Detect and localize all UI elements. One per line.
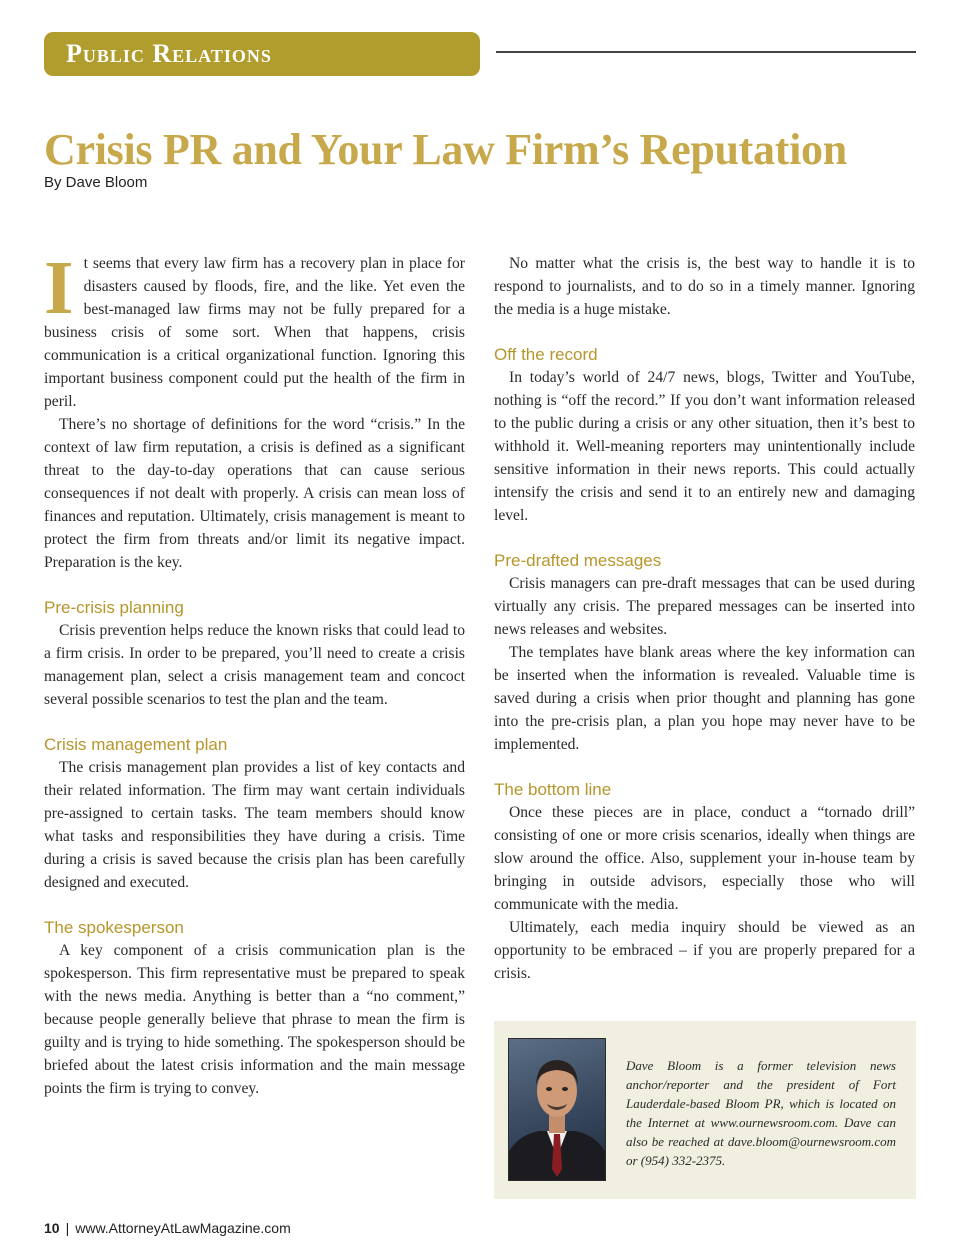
author-portrait-icon: [509, 1039, 605, 1180]
heading-pre-crisis-planning: Pre-crisis planning: [44, 598, 184, 617]
paragraph-bottom-line-1: Once these pieces are in place, conduct a “tornado drill” consisting of one or more crisis scenarios, ideally when things are slow around the office. Also, supplement your in-house team by bringing in outside advisors, especially those who will communicate with the media.: [494, 804, 915, 913]
drop-cap: I: [44, 246, 74, 330]
intro-paragraph: [44, 246, 465, 413]
page-number: 10: [44, 1220, 60, 1236]
section-label: Public Relations: [66, 39, 272, 68]
left-column: [44, 246, 465, 1100]
paragraph-off-the-record: In today’s world of 24/7 news, blogs, Twitter and YouTube, nothing is “off the record.” If you don’t want information released to the public during a crisis or any other situation, then it’s best to withhold it. Well-meaning reporters may unintentionally include sensitive information in their news reports. This could actually intensify the crisis and send it to an entirely new and damaging level.: [494, 369, 915, 524]
heading-spokesperson: The spokesperson: [44, 918, 184, 937]
section-tab: [44, 32, 480, 76]
intro-paragraph-right: No matter what the crisis is, the best way to handle it is to respond to journalists, and to do so in a timely manner. Ignoring the media is a huge mistake.: [494, 255, 915, 318]
paragraph-crisis-management-plan: The crisis management plan provides a list of key contacts and their related information. The firm may want certain individuals pre-assigned to certain tasks. The team members should know what tasks and responsibilities they have during a crisis. Time during a crisis is saved because the crisis plan has been carefully designed and executed.: [44, 759, 465, 891]
heading-bottom-line: The bottom line: [494, 780, 612, 799]
page-footer: [44, 1220, 291, 1236]
footer-separator: |: [65, 1220, 70, 1236]
paragraph-pre-drafted-1: Crisis managers can pre-draft messages that can be used during virtually any crisis. The prepared messages can be inserted into news releases and websites.: [494, 575, 915, 638]
right-column: [494, 252, 915, 985]
author-bio-text: Dave Bloom is a former television news anchor/reporter and the president of Fort Lauderdale-based Bloom PR, which is located on the Internet at www.ournewsroom.com. Dave can also be reached at dave.bloom@ournewsroom.com or (954) 332-2375.: [626, 1058, 896, 1168]
paragraph-definition: There’s no shortage of definitions for the word “crisis.” In the context of law firm reputation, a crisis is defined as a significant threat to the day-to-day operations that can cause serious consequences if not dealt with properly. A crisis can mean loss of finances and reputation. Ultimately, crisis management is meant to protect the firm from threats and/or limit its negative impact. Preparation is the key.: [44, 416, 465, 571]
header-rule: [496, 51, 916, 53]
author-bio-box: [494, 1021, 916, 1199]
intro-text: t seems that every law firm has a recovery plan in place for disasters caused by floods, fire, and the like. Yet even the best-managed law firms may not be fully prepared for a business crisis of some sort. When that happens, crisis communication is a critical organizational function. Ignoring this important business component could put the health of the firm in peril.: [44, 255, 465, 410]
paragraph-pre-crisis-planning: Crisis prevention helps reduce the known risks that could lead to a firm crisis. In order to be prepared, you’ll need to create a crisis management plan, select a crisis management team and concoct several possible scenarios to test the plan and the team.: [44, 622, 465, 708]
paragraph-pre-drafted-2: The templates have blank areas where the key information can be inserted when the information is revealed. Valuable time is saved during a crisis when prior thought and planning has gone into the pre-crisis plan, a plan you hope may never have to be implemented.: [494, 644, 915, 753]
article-title: Crisis PR and Your Law Firm’s Reputation: [44, 125, 847, 174]
heading-off-the-record: Off the record: [494, 345, 598, 364]
paragraph-spokesperson: A key component of a crisis communication plan is the spokesperson. This firm representative must be prepared to speak with the news media. Anything is better than a “no comment,” because people generally believe that phrase to mean the firm is guilty and is trying to hide something. The spokesperson should be briefed about the latest crisis information and the main message points the firm is trying to convey.: [44, 942, 465, 1097]
paragraph-bottom-line-2: Ultimately, each media inquiry should be viewed as an opportunity to be embraced – if you are properly prepared for a crisis.: [494, 919, 915, 982]
heading-pre-drafted-messages: Pre-drafted messages: [494, 551, 662, 570]
footer-website-link[interactable]: www.AttorneyAtLawMagazine.com: [75, 1220, 291, 1236]
byline: By Dave Bloom: [44, 174, 148, 191]
heading-crisis-management-plan: Crisis management plan: [44, 735, 228, 754]
author-photo: [508, 1038, 606, 1181]
